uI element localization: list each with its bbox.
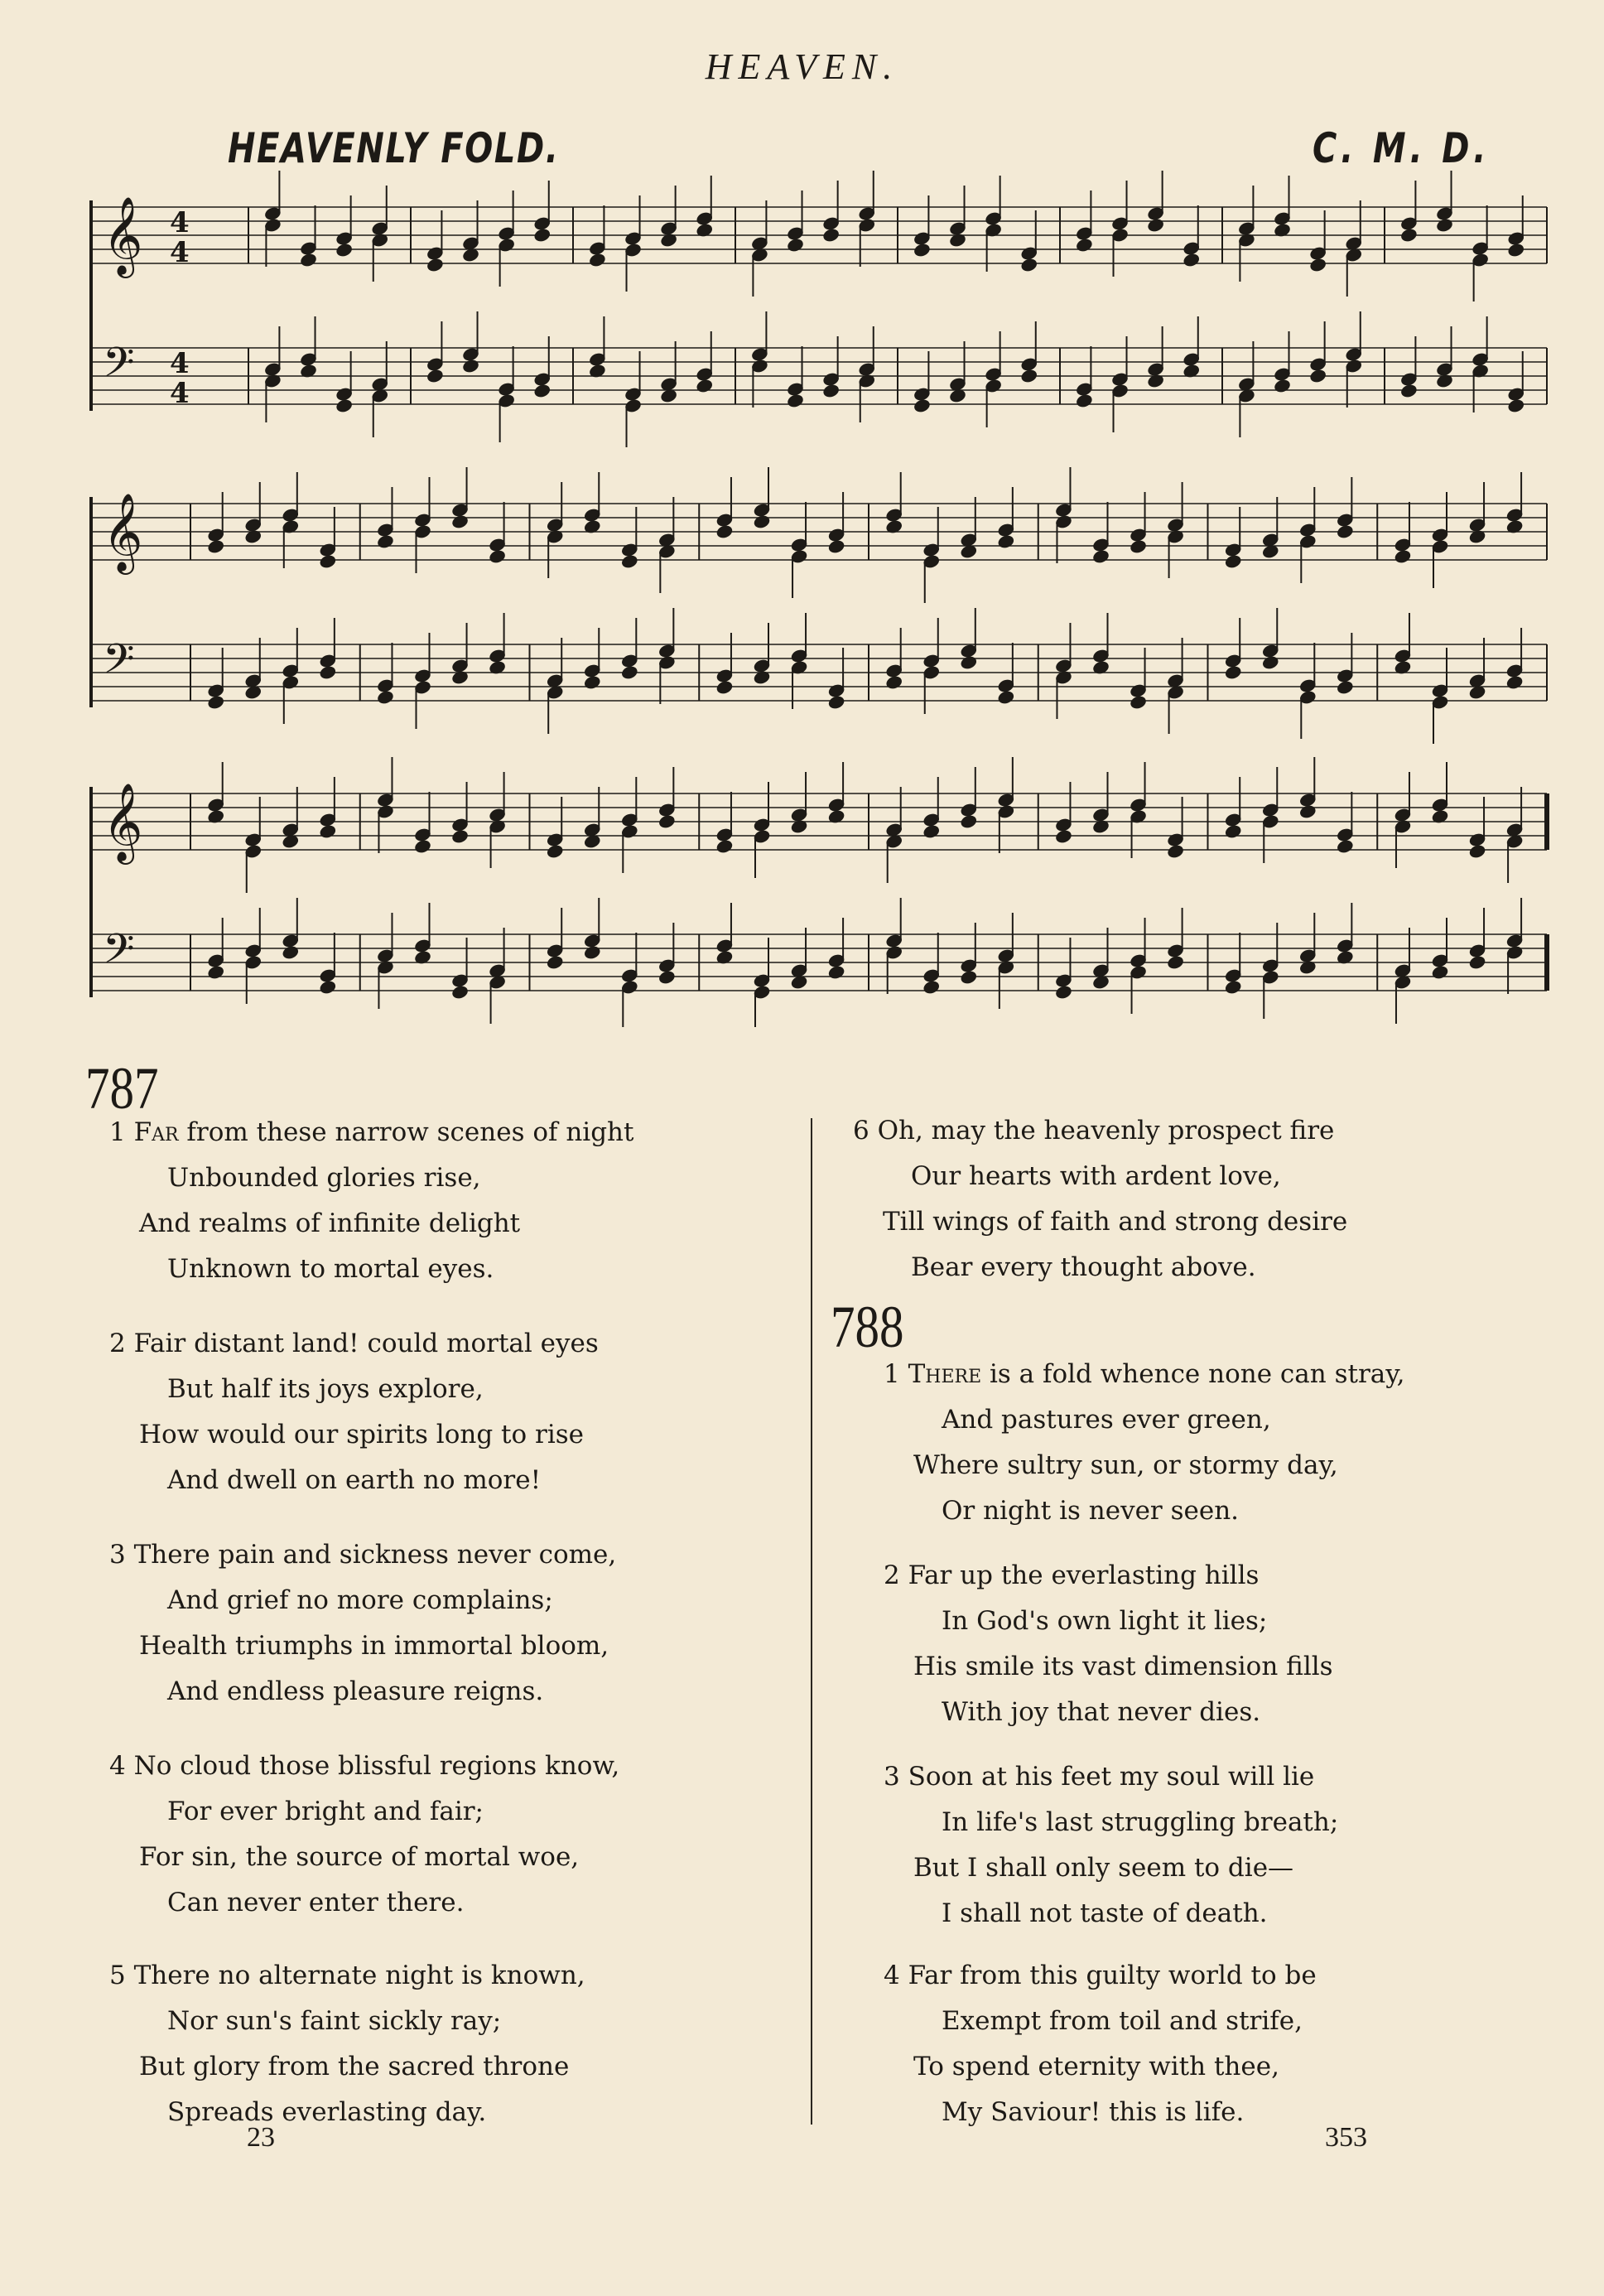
treble-clef-icon: 𝄞 <box>103 196 143 275</box>
stanza-line: Soon at his feet my soul will lie <box>908 1762 1315 1792</box>
note-head <box>1299 804 1317 819</box>
note-head <box>885 675 903 690</box>
time-signature-bottom: 4 <box>170 377 190 410</box>
note-head <box>922 824 940 839</box>
note-head <box>960 655 977 670</box>
stanza-line: Spreads everlasting day. <box>167 2097 487 2127</box>
note-head <box>584 945 601 960</box>
music-score <box>0 0 1604 1027</box>
note-head <box>696 379 713 393</box>
stanza-line: Health triumphs in immortal bloom, <box>139 1631 609 1661</box>
note-head <box>960 970 977 985</box>
note-head <box>1262 655 1279 670</box>
note-head <box>997 534 1014 549</box>
note-head <box>451 829 469 844</box>
column-divider <box>811 1118 812 2125</box>
note-head <box>547 844 564 859</box>
note-head <box>1337 839 1354 854</box>
stanza-line: In God's own light it lies; <box>942 1606 1268 1636</box>
note-head <box>621 554 638 569</box>
note-head <box>913 398 931 413</box>
note-head <box>822 228 840 243</box>
note-head <box>426 369 444 383</box>
stanza-line: In life's last struggling breath; <box>942 1807 1339 1837</box>
stanza-number: 4 <box>109 1751 126 1781</box>
stanza-line: And dwell on earth no more! <box>167 1465 542 1495</box>
note-head <box>547 955 564 970</box>
note-head <box>207 965 224 980</box>
note-head <box>1225 554 1242 569</box>
time-signature-bottom: 4 <box>170 236 190 269</box>
note-head <box>827 539 845 554</box>
hymn-number-788: 788 <box>831 1294 904 1360</box>
note-head <box>1309 258 1327 273</box>
time-signature-top: 4 <box>170 347 190 380</box>
stanza-line: There pain and sickness never come, <box>133 1540 617 1570</box>
note-head <box>1505 675 1523 690</box>
note-head <box>1130 539 1147 554</box>
stanza-788-2 <box>884 1553 1333 1735</box>
note-head <box>1020 258 1038 273</box>
stanza-number: 6 <box>853 1116 869 1146</box>
note-head <box>1225 665 1242 680</box>
note-head <box>377 690 394 705</box>
note-head <box>1274 379 1291 393</box>
note-head <box>426 258 444 273</box>
stanza-line: Fair distant land! could mortal eyes <box>133 1329 599 1358</box>
note-head <box>462 359 479 374</box>
note-head <box>207 539 224 554</box>
stanza-788-4 <box>884 1953 1317 2135</box>
note-head <box>787 238 804 253</box>
note-head <box>1225 980 1242 995</box>
note-head <box>300 253 317 268</box>
stanza-line: There no alternate night is known, <box>133 1961 585 1990</box>
stanza-line: Or night is never seen. <box>942 1496 1240 1526</box>
stanza-787-4 <box>109 1744 619 1926</box>
stanza-line: With joy that never dies. <box>942 1697 1261 1727</box>
page-number: 353 <box>1325 2122 1367 2153</box>
note-head <box>827 695 845 710</box>
note-head <box>335 398 353 413</box>
note-head <box>1468 955 1486 970</box>
note-head <box>489 549 506 564</box>
note-head <box>1055 829 1072 844</box>
stanza-line: Can never enter there. <box>167 1888 465 1917</box>
bass-clef-icon: 𝄢 <box>103 635 135 693</box>
stanza-line: But half its joys explore, <box>167 1374 484 1404</box>
stanza-line: To spend eternity with thee, <box>913 2052 1279 2081</box>
note-head <box>715 524 733 539</box>
note-head <box>1183 253 1200 268</box>
note-head <box>960 814 977 829</box>
stanza-line: His smile its vast dimension fills <box>913 1652 1333 1681</box>
note-head <box>1431 965 1448 980</box>
note-head <box>533 383 551 398</box>
tune-name: HEAVENLY FOLD. <box>228 124 560 172</box>
stanza-line: Where sultry sun, or stormy day, <box>913 1450 1338 1480</box>
note-head <box>658 814 676 829</box>
note-head <box>1507 243 1525 258</box>
bass-clef-icon: 𝄢 <box>103 925 135 983</box>
stanza-line: Unbounded glories rise, <box>167 1163 481 1193</box>
stanza-number: 4 <box>884 1961 900 1990</box>
note-head <box>1092 549 1110 564</box>
stanza-number: 5 <box>109 1961 126 1990</box>
note-head <box>1147 218 1164 233</box>
stanza-number: 3 <box>109 1540 126 1570</box>
note-head <box>451 514 469 529</box>
note-head <box>1468 844 1486 859</box>
note-head <box>319 980 336 995</box>
stanza-line: Till wings of faith and strong desire <box>883 1207 1348 1237</box>
stanza-787-1 <box>109 1110 633 1292</box>
meter-label: C. M. D. <box>1313 124 1491 172</box>
note-head <box>414 839 431 854</box>
hymn-number-787: 787 <box>85 1055 159 1121</box>
note-head <box>319 554 336 569</box>
stanza-line: Nor sun's faint sickly ray; <box>167 2006 502 2036</box>
note-head <box>621 665 638 680</box>
stanza-line: For sin, the source of mortal woe, <box>139 1842 580 1872</box>
stanza-number: 2 <box>109 1329 126 1358</box>
stanza-787-2 <box>109 1321 599 1503</box>
stanza-line: Unknown to mortal eyes. <box>167 1254 494 1284</box>
stanza-line: And endless pleasure reigns. <box>167 1676 544 1706</box>
stanza-line: Far up the everlasting hills <box>908 1560 1260 1590</box>
note-head <box>1055 985 1072 1000</box>
time-signature-top: 4 <box>170 206 190 239</box>
note-head <box>753 514 770 529</box>
note-head <box>584 675 601 690</box>
note-head <box>1167 844 1184 859</box>
note-head <box>922 980 940 995</box>
stanza-line: And pastures ever green, <box>942 1405 1271 1435</box>
stanza-line: But I shall only seem to die— <box>913 1853 1294 1883</box>
stanza-line: How would our spirits long to rise <box>139 1420 584 1449</box>
stanza-line: Oh, may the heavenly prospect fire <box>877 1116 1335 1146</box>
note-head <box>822 383 840 398</box>
treble-clef-icon: 𝄞 <box>103 493 143 572</box>
note-head <box>335 243 353 258</box>
note-head <box>1507 398 1525 413</box>
stanza-number: 2 <box>884 1560 900 1590</box>
note-head <box>1337 680 1354 695</box>
stanza-line: And realms of infinite delight <box>139 1208 521 1238</box>
note-head <box>377 534 394 549</box>
note-head <box>1225 824 1242 839</box>
section-title: HEAVEN. <box>705 46 899 87</box>
stanza-line: I shall not taste of death. <box>942 1898 1268 1928</box>
note-head <box>1020 369 1038 383</box>
note-head <box>1436 218 1453 233</box>
note-head <box>1167 955 1184 970</box>
stanza-line: No cloud those blissful regions know, <box>133 1751 620 1781</box>
stanza-line: Far from this guilty world to be <box>908 1961 1317 1990</box>
note-head <box>787 393 804 408</box>
stanza-first-word: Far <box>133 1117 179 1147</box>
stanza-line: But glory from the sacred throne <box>139 2052 570 2081</box>
note-head <box>1130 695 1147 710</box>
note-head <box>1400 383 1418 398</box>
note-head <box>658 970 676 985</box>
stanza-787-6 <box>853 1108 1347 1290</box>
stanza-line: from these narrow scenes of night <box>178 1117 634 1147</box>
note-head <box>319 824 336 839</box>
note-head <box>715 680 733 695</box>
signature-mark: 23 <box>247 2122 275 2153</box>
stanza-788-1 <box>884 1352 1405 1534</box>
note-head <box>827 965 845 980</box>
note-head <box>1394 549 1411 564</box>
note-head <box>451 985 469 1000</box>
treble-clef-icon: 𝄞 <box>103 783 143 861</box>
stanza-line: Exempt from toil and strife, <box>942 2006 1303 2036</box>
stanza-line: is a fold whence none can stray, <box>981 1359 1405 1389</box>
stanza-787-5 <box>109 1953 585 2135</box>
stanza-number: 3 <box>884 1762 900 1792</box>
stanza-line: For ever bright and fair; <box>167 1797 484 1826</box>
note-head <box>997 690 1014 705</box>
note-head <box>1076 238 1093 253</box>
note-head <box>533 228 551 243</box>
note-head <box>715 839 733 854</box>
note-head <box>589 253 606 268</box>
bass-clef-icon: 𝄢 <box>103 339 135 397</box>
note-head <box>1309 369 1327 383</box>
note-head <box>207 695 224 710</box>
stanza-number: 1 <box>109 1117 126 1147</box>
stanza-line: And grief no more complains; <box>167 1585 553 1615</box>
note-head <box>1400 228 1418 243</box>
stanza-788-3 <box>884 1754 1338 1937</box>
stanza-787-3 <box>109 1532 616 1715</box>
stanza-line: My Saviour! this is life. <box>942 2097 1245 2127</box>
note-head <box>913 243 931 258</box>
note-head <box>282 945 299 960</box>
note-head <box>1076 393 1093 408</box>
stanza-first-word: There <box>908 1359 982 1389</box>
stanza-line: Bear every thought above. <box>911 1252 1256 1282</box>
note-head <box>319 665 336 680</box>
stanza-number: 1 <box>884 1359 900 1389</box>
note-head <box>1337 524 1354 539</box>
stanza-line: Our hearts with ardent love, <box>911 1161 1281 1191</box>
